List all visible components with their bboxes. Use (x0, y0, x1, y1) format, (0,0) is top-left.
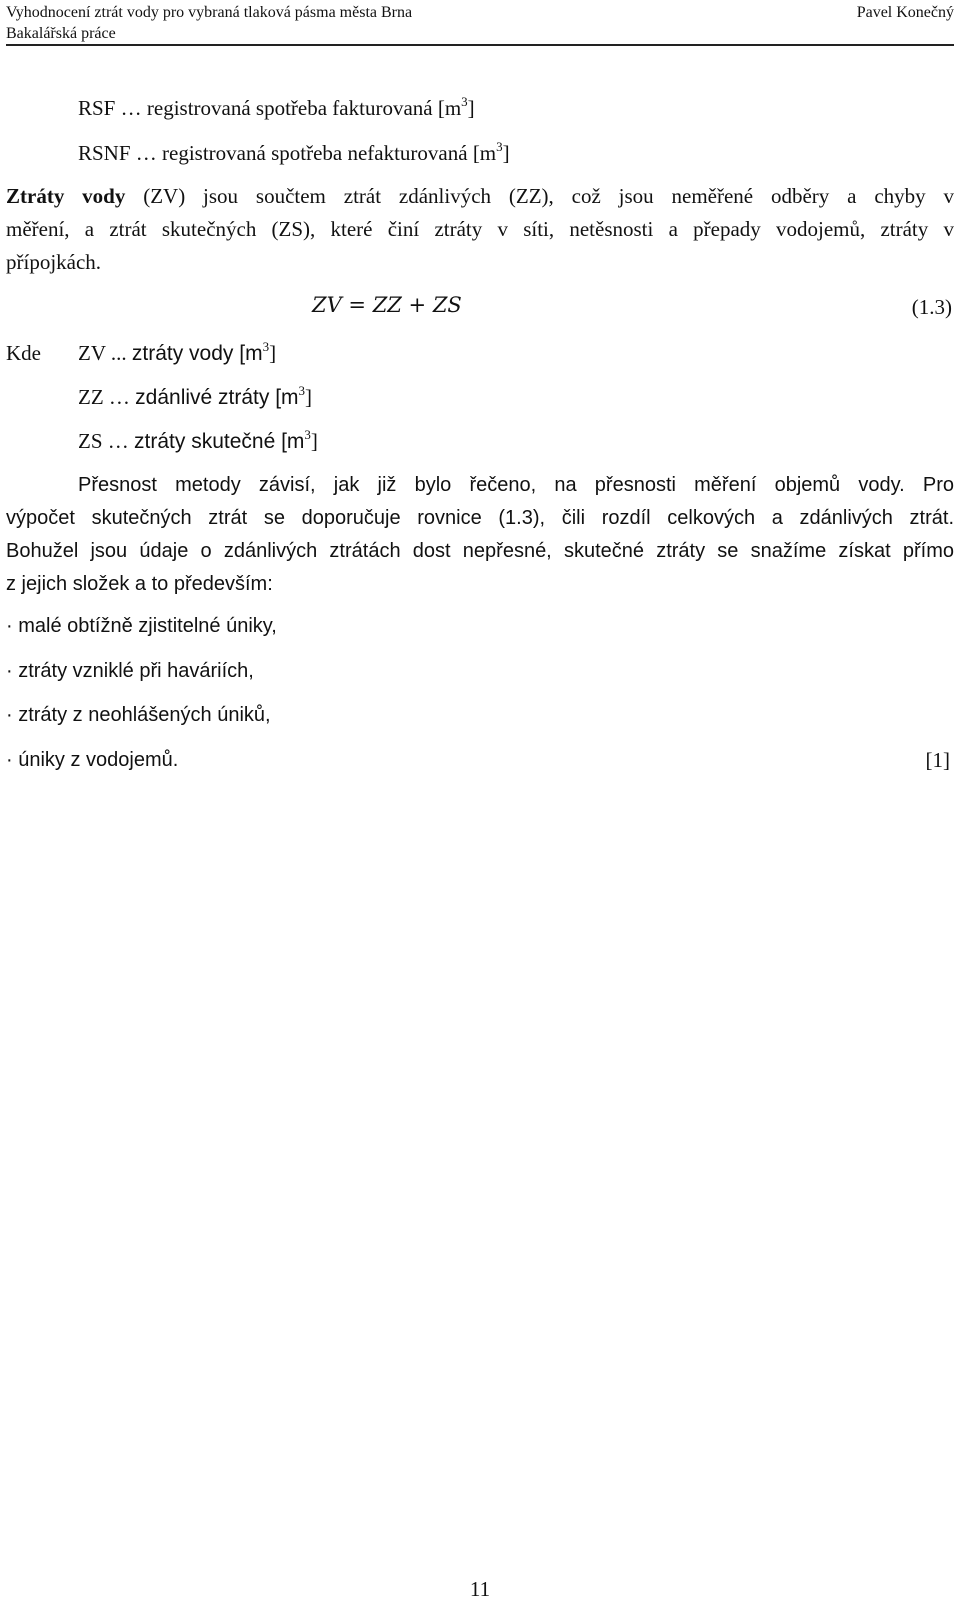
list-item: · úniky z vodojemů. (6, 749, 179, 771)
header-left (6, 2, 412, 44)
paragraph-line: výpočet skutečných ztrát se doporučuje rovnice (1.3), čili rozdíl celkových a zdánlivých ztrát. (6, 507, 954, 529)
list-item: · ztráty vzniklé při haváriích, (6, 660, 254, 682)
definition-rsf: RSF … registrovaná spotřeba fakturovaná $[m^3]$ (78, 94, 475, 120)
list-item: · malé obtížně zjistitelné úniky, (6, 615, 277, 637)
citation: [1] (925, 748, 950, 772)
page-number: 11 (469, 1577, 491, 1601)
page-header (6, 2, 954, 46)
definition-zv: ZV ... ztráty vody $[m^3]$ (78, 339, 277, 365)
paragraph-line: Ztráty vody (ZV) jsou součtem ztrát zdánlivých (ZZ), což jsou neměřené odběry a chyby v (6, 184, 954, 208)
formula-expression: ZV = ZZ + ZS (312, 293, 462, 317)
paragraph-accuracy (6, 469, 954, 601)
formula-number: (1.3) (911, 295, 952, 319)
paragraph-line: Bohužel jsou údaje o zdánlivých ztrátách dost nepřesné, skutečné ztráty se snažíme získat přímo (6, 540, 954, 562)
header-subtitle: Bakalářská práce (6, 25, 116, 42)
definition-rsnf: RSNF … registrovaná spotřeba nefakturovaná $[m^3]$ (78, 139, 510, 165)
header-title: Vyhodnocení ztrát vody pro vybraná tlaková pásma města Brna (6, 4, 413, 21)
paragraph-line: měření, a ztrát skutečných (ZS), které činí ztráty v síti, netěsnosti a přepady vodojemů, ztráty v (6, 217, 954, 241)
paragraph-losses (6, 180, 954, 279)
bold-term: Ztráty vody (6, 184, 126, 208)
paragraph-line: Přesnost metody závisí, jak již bylo řečeno, na přesnosti měření objemů vody. Pro (78, 474, 954, 496)
definition-zz: ZZ … zdánlivé ztráty $[m^3]$ (78, 383, 313, 409)
list-item: · ztráty z neohlášených úniků, (6, 704, 271, 726)
definition-zs: ZS … ztráty skutečné $[m^3]$ (78, 427, 318, 453)
paragraph-line: z jejich složek a to především: (6, 573, 273, 595)
where-label: Kde (6, 341, 41, 365)
header-author: Pavel Konečný (856, 4, 954, 21)
paragraph-line: přípojkách. (6, 250, 102, 274)
